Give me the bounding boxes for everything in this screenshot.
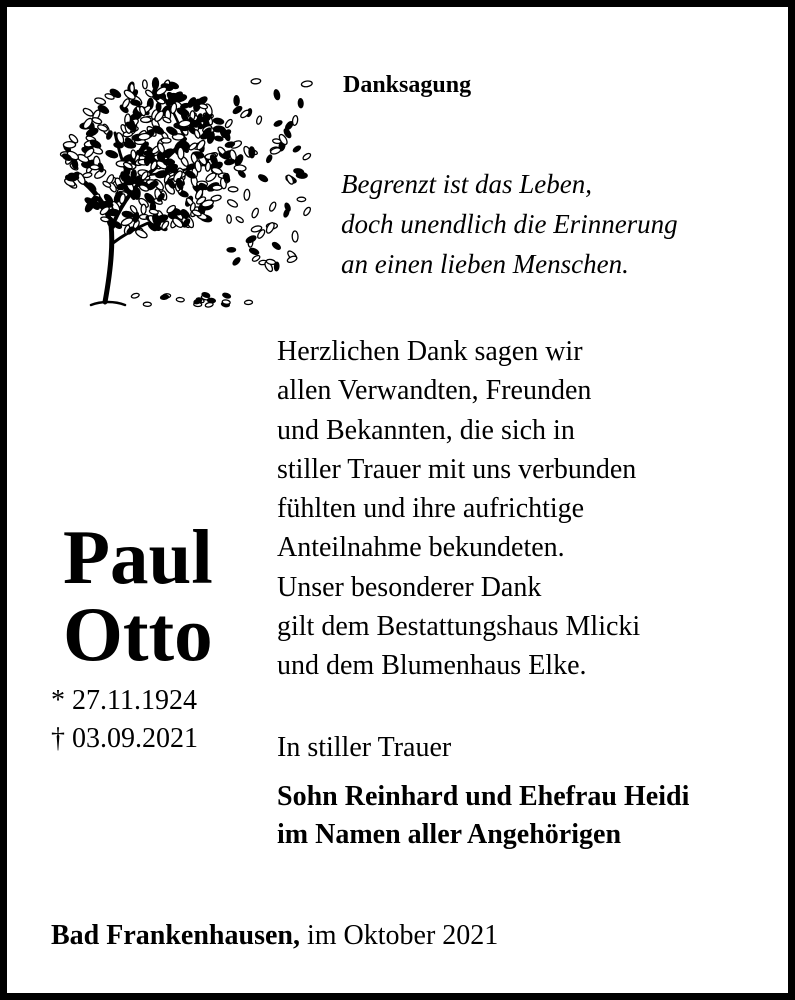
thanks-line: und dem Blumenhaus Elke. [277, 650, 587, 682]
thanks-line: fühlten und ihre aufrichtige [277, 493, 585, 525]
leaf [234, 96, 240, 106]
deceased-first-name: Paul [63, 514, 213, 600]
leaf [249, 247, 260, 255]
leaf [105, 149, 118, 159]
leaf [227, 248, 236, 253]
leaves [60, 78, 312, 308]
leaf [273, 120, 282, 128]
mourning-intro: In stiller Trauer [277, 732, 452, 763]
mourner-line: Sohn Reinhard und Ehefrau Heidi [277, 781, 690, 812]
leaf [244, 300, 252, 305]
leaf [141, 204, 146, 214]
leaf [145, 156, 150, 166]
leaf [301, 80, 312, 87]
heading: Danksagung [343, 72, 472, 98]
thanks-line: gilt dem Bestattungshaus Mlicki [277, 611, 641, 643]
leaf [141, 117, 152, 123]
thanks-line: Unser besonderer Dank [277, 571, 542, 603]
quote-line: an einen lieben Menschen. [341, 249, 629, 279]
leaf [176, 297, 184, 302]
leaf [131, 293, 140, 299]
deceased-last-name: Otto [63, 591, 213, 677]
leaf [273, 89, 280, 100]
place-and-date [51, 920, 498, 952]
leaf [94, 97, 106, 106]
leaf [63, 142, 75, 148]
leaf [286, 255, 297, 264]
leaf [205, 171, 218, 183]
leaf [222, 299, 231, 304]
quote-line: Begrenzt ist das Leben, [341, 169, 592, 199]
leaf [226, 198, 238, 208]
leaf [224, 118, 233, 128]
leaf [213, 126, 224, 132]
tree-with-falling-leaves-icon [53, 47, 315, 312]
thanks-line: Anteilnahme bekundeten. [277, 532, 565, 564]
thanks-line: und Bekannten, die sich in [277, 414, 575, 446]
leaf [237, 170, 246, 179]
leaf [120, 216, 133, 227]
leaf [292, 231, 298, 242]
leaf [82, 107, 94, 118]
leaf [212, 185, 222, 190]
birth-date: * 27.11.1924 [51, 685, 197, 716]
leaf [303, 206, 312, 216]
leaf [251, 78, 261, 84]
thanks-line: Herzlichen Dank sagen wir [277, 336, 583, 367]
leaf [83, 172, 93, 178]
leaf [228, 187, 238, 192]
leaf [265, 221, 276, 234]
leaf [302, 152, 312, 161]
thanks-line: stiller Trauer mit uns verbunden [277, 453, 637, 485]
mourners [277, 778, 689, 854]
date: im Oktober 2021 [299, 920, 499, 951]
mourner-line: im Namen aller Angehörigen [277, 819, 622, 850]
quote-line: doch unendlich die Erinnerung [341, 209, 678, 239]
leaf [235, 216, 244, 224]
thanks-text [277, 332, 640, 686]
leaf [222, 292, 231, 299]
leaf [244, 189, 250, 200]
leaf [293, 168, 304, 175]
quote [341, 164, 678, 284]
leaf [213, 117, 224, 124]
leaf [142, 80, 147, 89]
leaf [121, 98, 131, 109]
leaf [283, 209, 290, 218]
leaf [297, 197, 306, 201]
leaf [232, 257, 241, 267]
leaf [149, 209, 159, 215]
leaf [86, 182, 97, 193]
death-date: † 03.09.2021 [51, 723, 198, 754]
leaf [161, 138, 171, 143]
thanks-line: allen Verwandten, Freunden [277, 375, 592, 407]
leaf [251, 207, 260, 218]
leaf [271, 241, 281, 250]
leaf [266, 154, 273, 163]
leaf [298, 99, 303, 108]
place: Bad Frankenhausen, [51, 920, 300, 951]
leaf [214, 136, 223, 142]
leaf [285, 174, 294, 185]
leaf [256, 115, 263, 124]
leaf [268, 201, 277, 212]
leaf [249, 147, 255, 158]
leaf [245, 235, 257, 245]
leaf [160, 295, 169, 300]
leaf [152, 78, 158, 90]
leaf [180, 103, 189, 109]
leaf [205, 162, 211, 171]
leaf [258, 173, 269, 183]
leaf [272, 138, 281, 144]
leaf [143, 302, 151, 306]
leaf [177, 147, 184, 159]
leaf [193, 129, 201, 139]
leaf [90, 165, 99, 170]
deceased-name [63, 514, 213, 677]
leaf [207, 298, 216, 303]
leaf [227, 215, 232, 224]
life-dates [51, 682, 198, 758]
leaf [134, 228, 148, 239]
leaf [292, 145, 301, 153]
leaf [284, 120, 294, 130]
